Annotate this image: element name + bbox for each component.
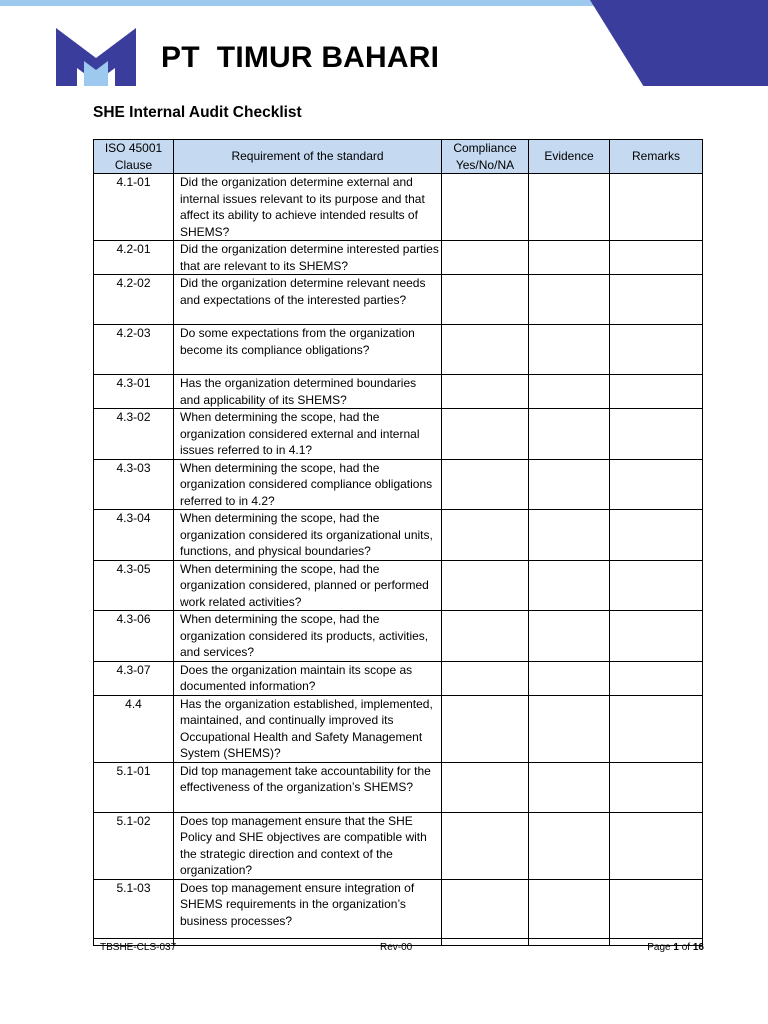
table-row <box>94 275 703 325</box>
column-header-compliance: Compliance Yes/No/NA <box>442 140 529 174</box>
compliance-cell <box>442 812 529 879</box>
requirement-cell: Does the organization maintain its scope as documented information? <box>174 661 442 695</box>
remarks-cell <box>610 275 703 325</box>
clause-cell: 5.1-02 <box>94 812 174 879</box>
table-row <box>94 174 703 241</box>
requirement-cell: Do some expectations from the organization become its compliance obligations? <box>174 325 442 375</box>
table-row <box>94 812 703 879</box>
requirement-cell: Does top management ensure that the SHE Policy and SHE objectives are compatible with the strategic direction and context of the organization? <box>174 812 442 879</box>
column-header-clause: ISO 45001 Clause <box>94 140 174 174</box>
evidence-cell <box>529 325 610 375</box>
column-header-requirement: Requirement of the standard <box>174 140 442 174</box>
clause-cell: 4.2-01 <box>94 241 174 275</box>
clause-cell: 4.3-05 <box>94 560 174 611</box>
requirement-cell: When determining the scope, had the organization considered compliance obligations referred to in 4.2? <box>174 459 442 510</box>
clause-cell: 4.3-01 <box>94 375 174 409</box>
remarks-cell <box>610 812 703 879</box>
remarks-cell <box>610 695 703 762</box>
compliance-cell <box>442 375 529 409</box>
remarks-cell <box>610 241 703 275</box>
column-header-remarks: Remarks <box>610 140 703 174</box>
table-row <box>94 409 703 460</box>
table-header-row <box>94 140 703 174</box>
evidence-cell <box>529 560 610 611</box>
remarks-cell <box>610 879 703 945</box>
evidence-cell <box>529 695 610 762</box>
table-row <box>94 459 703 510</box>
compliance-cell <box>442 174 529 241</box>
clause-cell: 4.3-04 <box>94 510 174 561</box>
table-row <box>94 695 703 762</box>
footer-doc-code: TBSHE-CLS-037 <box>100 942 177 953</box>
table-body <box>94 174 703 946</box>
evidence-cell <box>529 459 610 510</box>
requirement-cell: When determining the scope, had the organization considered, planned or performed work related activities? <box>174 560 442 611</box>
footer-page-number: Page 1 of 16 <box>647 942 704 953</box>
table-row <box>94 611 703 662</box>
remarks-cell <box>610 560 703 611</box>
evidence-cell <box>529 275 610 325</box>
compliance-cell <box>442 275 529 325</box>
requirement-cell: Has the organization determined boundaries and applicability of its SHEMS? <box>174 375 442 409</box>
table-row <box>94 879 703 945</box>
remarks-cell <box>610 459 703 510</box>
requirement-cell: When determining the scope, had the organization considered its products, activities, and services? <box>174 611 442 662</box>
compliance-cell <box>442 695 529 762</box>
remarks-cell <box>610 762 703 812</box>
compliance-cell <box>442 510 529 561</box>
evidence-cell <box>529 375 610 409</box>
requirement-cell: Did the organization determine external and internal issues relevant to its purpose and that affect its ability to achieve intended results of SHEMS? <box>174 174 442 241</box>
footer-divider <box>93 938 702 939</box>
clause-cell: 4.2-02 <box>94 275 174 325</box>
company-logo-m-icon <box>56 28 136 86</box>
table-row <box>94 510 703 561</box>
remarks-cell <box>610 375 703 409</box>
requirement-cell: Did the organization determine interested parties that are relevant to its SHEMS? <box>174 241 442 275</box>
compliance-cell <box>442 560 529 611</box>
clause-cell: 4.2-03 <box>94 325 174 375</box>
column-header-evidence: Evidence <box>529 140 610 174</box>
table-row <box>94 241 703 275</box>
header-top-strip <box>0 0 600 6</box>
compliance-cell <box>442 241 529 275</box>
evidence-cell <box>529 661 610 695</box>
compliance-cell <box>442 409 529 460</box>
evidence-cell <box>529 879 610 945</box>
clause-cell: 4.3-03 <box>94 459 174 510</box>
evidence-cell <box>529 510 610 561</box>
clause-cell: 4.3-07 <box>94 661 174 695</box>
compliance-cell <box>442 661 529 695</box>
remarks-cell <box>610 510 703 561</box>
table-row <box>94 560 703 611</box>
requirement-cell: Did top management take accountability for the effectiveness of the organization’s SHEMS? <box>174 762 442 812</box>
clause-cell: 4.4 <box>94 695 174 762</box>
requirement-cell: When determining the scope, had the organization considered external and internal issues referred to in 4.1? <box>174 409 442 460</box>
header-brand-shape <box>590 0 768 86</box>
clause-cell: 4.3-02 <box>94 409 174 460</box>
requirement-cell: When determining the scope, had the organization considered its organizational units, functions, and physical boundaries? <box>174 510 442 561</box>
evidence-cell <box>529 409 610 460</box>
clause-cell: 5.1-03 <box>94 879 174 945</box>
compliance-cell <box>442 762 529 812</box>
clause-cell: 5.1-01 <box>94 762 174 812</box>
requirement-cell: Does top management ensure integration of SHEMS requirements in the organization’s business processes? <box>174 879 442 945</box>
evidence-cell <box>529 611 610 662</box>
compliance-cell <box>442 459 529 510</box>
evidence-cell <box>529 812 610 879</box>
table-row <box>94 762 703 812</box>
clause-cell: 4.3-06 <box>94 611 174 662</box>
audit-checklist-table <box>93 139 703 946</box>
remarks-cell <box>610 409 703 460</box>
table-row <box>94 661 703 695</box>
remarks-cell <box>610 325 703 375</box>
clause-cell: 4.1-01 <box>94 174 174 241</box>
requirement-cell: Has the organization established, implemented, maintained, and continually improved its Occupational Health and Safety Management System (SHEMS)? <box>174 695 442 762</box>
remarks-cell <box>610 174 703 241</box>
table-row <box>94 375 703 409</box>
compliance-cell <box>442 879 529 945</box>
compliance-cell <box>442 325 529 375</box>
footer-revision: Rev-00 <box>380 942 413 953</box>
remarks-cell <box>610 661 703 695</box>
evidence-cell <box>529 762 610 812</box>
evidence-cell <box>529 241 610 275</box>
document-title: SHE Internal Audit Checklist <box>93 104 302 121</box>
compliance-cell <box>442 611 529 662</box>
remarks-cell <box>610 611 703 662</box>
evidence-cell <box>529 174 610 241</box>
requirement-cell: Did the organization determine relevant needs and expectations of the interested parties? <box>174 275 442 325</box>
table-row <box>94 325 703 375</box>
company-name: PT TIMUR BAHARI <box>161 41 440 74</box>
